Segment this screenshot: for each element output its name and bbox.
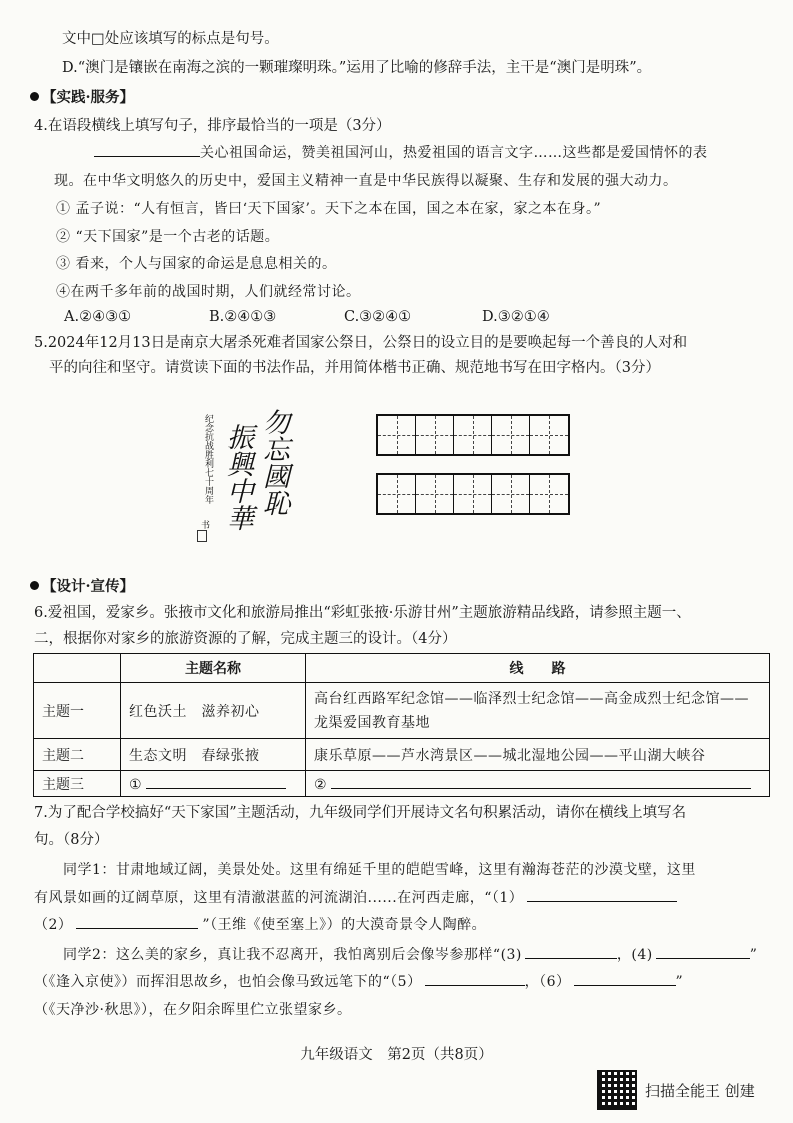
q7-blank-1[interactable] <box>527 887 677 902</box>
theme-name: 红色沃土 滋养初心 <box>121 683 306 739</box>
q7-p2-line3: （《天净沙·秋思》），在夕阳余晖里伫立张望家乡。 <box>34 1002 352 1018</box>
qr-code-icon <box>597 1070 637 1110</box>
option-d-previous: D.“澳门是镶嵌在南海之滨的一颗璀璨明珠。”运用了比喻的修辞手法，主干是“澳门是明珠”。 <box>62 60 652 76</box>
grid-cell[interactable] <box>378 416 416 454</box>
q7-line2: 句。（8分） <box>34 832 109 848</box>
row-label: 主题一 <box>34 683 121 739</box>
grid-cell[interactable] <box>416 475 454 513</box>
table-row <box>34 771 770 797</box>
q4-sentence-4: ④在两千多年前的战国时期，人们就经常讨论。 <box>56 284 361 300</box>
q4-option-a[interactable]: A.②④③① <box>64 309 132 325</box>
q4-stem: 4.在语段横线上填写句子，排序最恰当的一项是（3分） <box>34 118 391 134</box>
theme-3-name-answer[interactable]: ① <box>121 771 306 797</box>
calligraphy-seal <box>197 530 207 542</box>
section-heading-practice: 【实践·服务】 <box>30 88 134 108</box>
q7-p1-line1: 同学1：甘肃地域辽阔，美景处处。这里有绵延千里的皑皑雪峰，这里有瀚海苍茫的沙漠戈壁，这里 <box>63 862 696 878</box>
table-header-theme-name: 主题名称 <box>121 654 306 683</box>
scanner-watermark <box>597 1070 755 1110</box>
text-line: 文中□处应该填写的标点是句号。 <box>62 31 279 47</box>
q7-blank-5[interactable] <box>425 971 525 986</box>
theme-name: 生态文明 春绿张掖 <box>121 739 306 771</box>
q7-p1-line2: 有风景如画的辽阔草原，这里有清澈湛蓝的河流湖泊......在河西走廊，“（1） <box>34 887 677 908</box>
grid-cell[interactable] <box>378 475 416 513</box>
q4-option-d[interactable]: D.③②①④ <box>482 309 550 325</box>
q7-line1: 7.为了配合学校搞好“天下家国”主题活动，九年级同学们开展诗文名句积累活动，请你在横线上填写名 <box>34 805 687 821</box>
q6-line1: 6.爱祖国，爱家乡。张掖市文化和旅游局推出“彩虹张掖·乐游甘州”主题旅游精品线路，请参照主题一、 <box>34 605 691 621</box>
calligraphy-inscription: 纪念抗战胜利七十周年 <box>203 414 213 504</box>
q7-blank-6[interactable] <box>574 971 676 986</box>
table-row <box>34 739 770 771</box>
q4-blank[interactable] <box>94 142 200 157</box>
scanner-label: 扫描全能王 创建 <box>645 1081 755 1100</box>
q4-sentence-3: ③ 看来，个人与国家的命运是息息相关的。 <box>56 256 337 272</box>
q5-line2: 平的向往和坚守。请赏读下面的书法作品，并用简体楷书正确、规范地书写在田字格内。（3分） <box>49 360 660 376</box>
writing-grid-row2[interactable] <box>376 473 570 515</box>
q6-line2: 二，根据你对家乡的旅游资源的了解，完成主题三的设计。（4分） <box>34 631 457 647</box>
bullet-icon <box>30 92 39 101</box>
grid-cell[interactable] <box>530 416 568 454</box>
theme-route: 康乐草原——芦水湾景区——城北湿地公园——平山湖大峡谷 <box>306 739 770 771</box>
theme-3-route-answer[interactable]: ② <box>306 771 770 797</box>
page-footer: 九年级语文 第2页（共8页） <box>300 1047 493 1063</box>
calligraphy-column-right: 勿忘國恥 <box>258 408 289 516</box>
route-table <box>33 653 770 797</box>
q7-blank-4[interactable] <box>656 944 750 959</box>
table-header-row <box>34 654 770 683</box>
theme-route: 高台红西路军纪念馆——临泽烈士纪念馆——高金成烈士纪念馆——龙渠爱国教育基地 <box>306 683 770 739</box>
q7-blank-2[interactable] <box>76 914 198 929</box>
table-header-route: 线 路 <box>306 654 770 683</box>
grid-cell[interactable] <box>492 475 530 513</box>
q4-option-b[interactable]: B.②④①③ <box>209 309 277 325</box>
table-header-empty <box>34 654 121 683</box>
row-label: 主题三 <box>34 771 121 797</box>
row-label: 主题二 <box>34 739 121 771</box>
q7-blank-3[interactable] <box>525 944 617 959</box>
calligraphy-column-left: 振興中華 <box>222 423 253 531</box>
grid-cell[interactable] <box>492 416 530 454</box>
grid-cell[interactable] <box>530 475 568 513</box>
grid-cell[interactable] <box>454 475 492 513</box>
calligraphy-signature: 书 <box>199 520 209 529</box>
q7-p1-line3: （2） ”（王维《使至塞上》）的大漠奇景令人陶醉。 <box>34 914 486 935</box>
writing-grid-row1[interactable] <box>376 414 570 456</box>
q7-p2-line2: （《逢入京使》）而挥泪思故乡，也怕会像马致远笔下的“（5） ，（6） ” <box>34 971 683 992</box>
bullet-icon <box>30 581 39 590</box>
table-row <box>34 683 770 739</box>
grid-cell[interactable] <box>416 416 454 454</box>
q4-option-c[interactable]: C.③②④① <box>344 309 412 325</box>
q4-sentence-2: ② “天下国家”是一个古老的话题。 <box>56 229 280 245</box>
q4-paragraph-line1: 关心祖国命运，赞美祖国河山，热爱祖国的语言文字……这些都是爱国情怀的表 <box>94 142 708 163</box>
q7-p2-line1: 同学2：这么美的家乡，真让我不忍离开，我怕离别后会像岑参那样“(3) ，(4) ” <box>63 944 757 965</box>
q4-sentence-1: ① 孟子说：“人有恒言，皆曰‘天下国家’。天下之本在国，国之本在家，家之本在身。” <box>56 201 602 217</box>
q4-paragraph-line2: 现。在中华文明悠久的历史中，爱国主义精神一直是中华民族得以凝聚、生存和发展的强大动力。 <box>54 173 678 189</box>
section-heading-design: 【设计·宣传】 <box>30 577 134 597</box>
q5-line1: 5.2024年12月13日是南京大屠杀死难者国家公祭日，公祭日的设立目的是要唤起每一个善良的人对和 <box>34 335 688 351</box>
grid-cell[interactable] <box>454 416 492 454</box>
